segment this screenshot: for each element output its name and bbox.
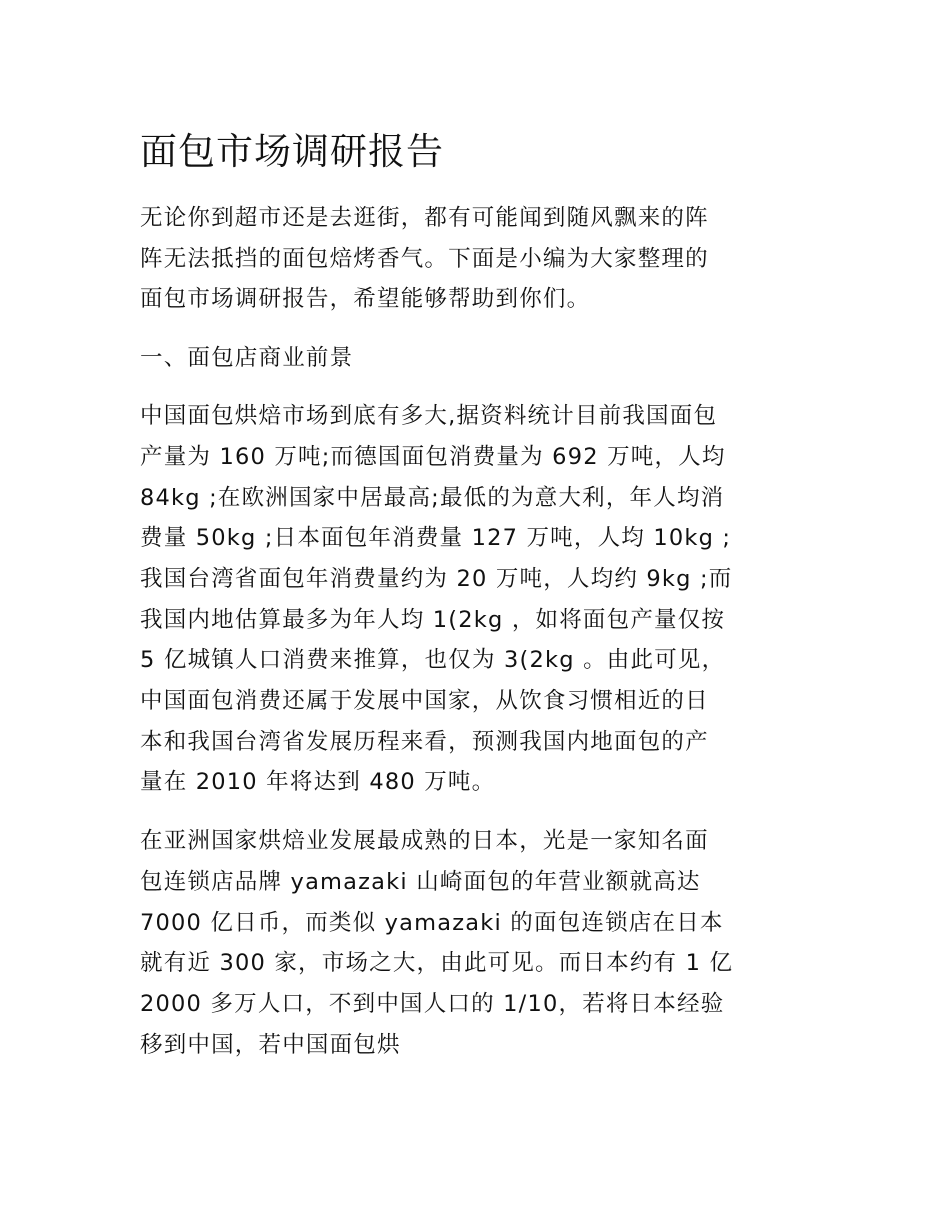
text-line: 阵无法抵挡的面包焙烤香气。下面是小编为大家整理的 bbox=[140, 245, 709, 272]
text-line: 我国台湾省面包年消费量约为 20 万吨，人均约 9kg ;而 bbox=[140, 565, 733, 592]
text-line: 2000 多万人口，不到中国人口的 1/10，若将日本经验 bbox=[140, 990, 725, 1017]
text-line: 我国内地估算最多为年人均 1(2kg ，如将面包产量仅按 bbox=[140, 606, 726, 633]
text-line: 84kg ;在欧洲国家中居最高;最低的为意大利，年人均消 bbox=[140, 484, 725, 511]
text-line: 产量为 160 万吨;而德国面包消费量为 692 万吨，人均 bbox=[140, 443, 726, 470]
text-line: 量在 2010 年将达到 480 万吨。 bbox=[140, 769, 496, 796]
section-heading: 一、面包店商业前景 bbox=[140, 345, 354, 372]
japan-market-paragraph bbox=[140, 821, 805, 1065]
text-line: 包连锁店品牌 yamazaki 山崎面包的年营业额就高达 bbox=[140, 868, 701, 895]
text-line: 7000 亿日币，而类似 yamazaki 的面包连锁店在日本 bbox=[140, 909, 724, 936]
text-line: 中国面包消费还属于发展中国家，从饮食习惯相近的日 bbox=[140, 688, 709, 715]
text-line: 就有近 300 家，市场之大，由此可见。而日本约有 1 亿 bbox=[140, 950, 734, 977]
text-line: 无论你到超市还是去逛街，都有可能闻到随风飘来的阵 bbox=[140, 205, 709, 231]
intro-paragraph bbox=[140, 198, 805, 320]
text-line: 5 亿城镇人口消费来推算，也仅为 3(2kg 。由此可见， bbox=[140, 647, 726, 674]
text-line: 面包市场调研报告，希望能够帮助到你们。 bbox=[140, 286, 591, 313]
text-line: 移到中国，若中国面包烘 bbox=[140, 1031, 401, 1058]
text-line: 本和我国台湾省发展历程来看，预测我国内地面包的产 bbox=[140, 728, 709, 755]
document-title: 面包市场调研报告 bbox=[140, 130, 444, 173]
market-size-paragraph bbox=[140, 396, 805, 803]
text-line: 费量 50kg ;日本面包年消费量 127 万吨，人均 10kg ; bbox=[140, 525, 732, 552]
document-page bbox=[140, 128, 805, 1083]
text-line: 中国面包烘焙市场到底有多大,据资料统计目前我国面包 bbox=[140, 403, 718, 430]
text-line: 在亚洲国家烘焙业发展最成熟的日本，光是一家知名面 bbox=[140, 828, 709, 855]
